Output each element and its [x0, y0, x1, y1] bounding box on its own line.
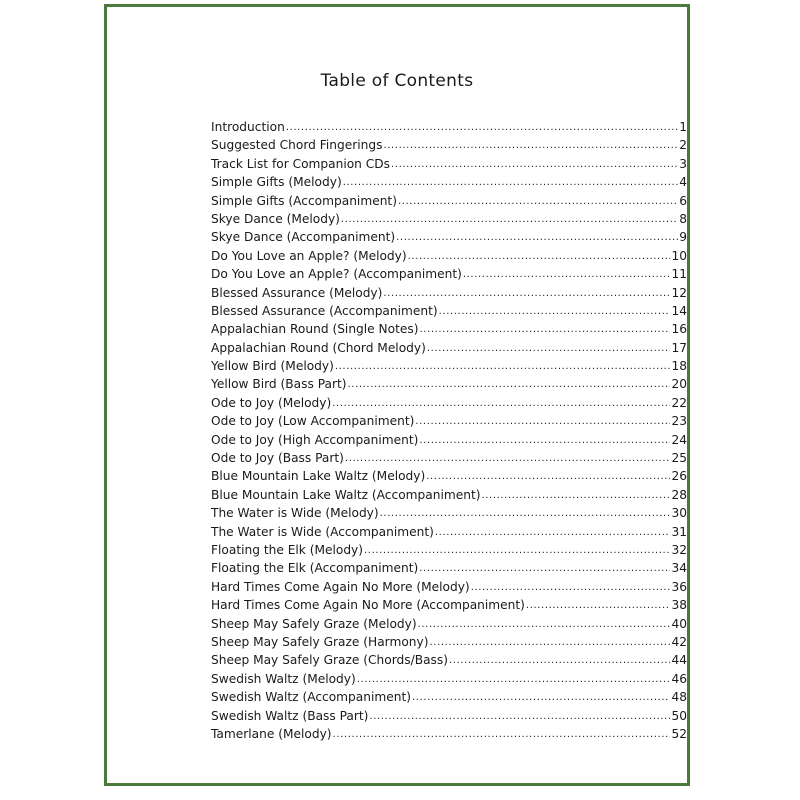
toc-entry-page-number: 44 [671, 653, 687, 668]
toc-entry-label: Simple Gifts (Melody) [211, 175, 342, 190]
toc-entry-label: Blessed Assurance (Accompaniment) [211, 303, 438, 318]
dot-leader [415, 413, 670, 427]
toc-entry [211, 635, 687, 653]
toc-entry-page-number: 52 [671, 726, 687, 741]
toc-entry [211, 341, 687, 359]
dot-leader [341, 211, 678, 225]
dot-leader [333, 726, 671, 740]
toc-entry-label: Ode to Joy (Low Accompaniment) [211, 414, 415, 429]
dot-leader [420, 321, 671, 335]
toc-entry [211, 322, 687, 340]
toc-entry-page-number: 18 [671, 359, 687, 374]
dot-leader [383, 285, 670, 299]
toc-entry [211, 286, 687, 304]
toc-entry-label: Yellow Bird (Bass Part) [211, 377, 347, 392]
toc-entry-label: Tamerlane (Melody) [211, 726, 332, 741]
toc-entry-label: Appalachian Round (Chord Melody) [211, 340, 426, 355]
toc-entry-page-number: 36 [671, 579, 687, 594]
toc-entry-page-number: 17 [671, 340, 687, 355]
toc-entry [211, 543, 687, 561]
toc-entry-label: Sheep May Safely Graze (Harmony) [211, 634, 429, 649]
dot-leader [398, 193, 678, 207]
toc-entry [211, 377, 687, 395]
dot-leader [430, 634, 671, 648]
toc-entry-page-number: 14 [671, 303, 687, 318]
toc-entry-page-number: 4 [679, 175, 687, 190]
dot-leader [408, 248, 671, 262]
toc-entry-page-number: 16 [671, 322, 687, 337]
toc-entry-label: Floating the Elk (Melody) [211, 542, 364, 557]
toc-entry [211, 561, 687, 579]
dot-leader [391, 156, 678, 170]
toc-entry [211, 709, 687, 727]
dot-leader [449, 652, 670, 666]
toc-entry-page-number: 1 [679, 120, 687, 134]
toc-entry [211, 617, 687, 635]
toc-entry [211, 138, 687, 156]
toc-entry [211, 194, 687, 212]
toc-entry-page-number: 10 [671, 248, 687, 263]
toc-entry-label: Ode to Joy (High Accompaniment) [211, 432, 419, 447]
toc-entry-page-number: 50 [671, 708, 687, 723]
toc-entry-label: Simple Gifts (Accompaniment) [211, 193, 397, 208]
toc-entry-page-number: 34 [671, 561, 687, 576]
toc-entry-page-number: 24 [671, 432, 687, 447]
toc-entry-page-number: 28 [671, 487, 687, 502]
toc-entry-page-number: 25 [671, 451, 687, 466]
toc-entry-label: Do You Love an Apple? (Accompaniment) [211, 267, 462, 282]
toc-entry-page-number: 38 [671, 598, 687, 613]
toc-entry-page-number: 6 [679, 193, 687, 208]
toc-entry [211, 488, 687, 506]
toc-entry-label: Swedish Waltz (Accompaniment) [211, 690, 411, 705]
dot-leader [481, 487, 670, 501]
toc-entry-page-number: 12 [671, 285, 687, 300]
toc-entry-label: Skye Dance (Accompaniment) [211, 230, 396, 245]
toc-entry-page-number: 9 [679, 230, 687, 245]
toc-entry [211, 525, 687, 543]
toc-entry [211, 598, 687, 616]
toc-entry-page-number: 20 [671, 377, 687, 392]
toc-entry-label: Yellow Bird (Melody) [211, 359, 334, 374]
toc-entry-page-number: 48 [671, 690, 687, 705]
toc-entry-label: Suggested Chord Fingerings [211, 138, 383, 153]
dot-leader [419, 432, 670, 446]
dot-leader [335, 358, 671, 372]
toc-entry-page-number: 23 [671, 414, 687, 429]
toc-entry [211, 506, 687, 524]
toc-entry-label: The Water is Wide (Accompaniment) [211, 524, 434, 539]
toc-entry-page-number: 42 [671, 634, 687, 649]
dot-leader [418, 616, 671, 630]
toc-entry [211, 267, 687, 285]
dot-leader [435, 524, 671, 538]
toc-entry [211, 175, 687, 193]
toc-entry-label: Swedish Waltz (Melody) [211, 671, 356, 686]
toc-entry [211, 653, 687, 671]
toc-entry [211, 469, 687, 487]
toc-entry-label: Track List for Companion CDs [211, 156, 391, 171]
toc-entry [211, 157, 687, 175]
toc-entry [211, 433, 687, 451]
toc-entry [211, 230, 687, 248]
toc-entry-page-number: 46 [671, 671, 687, 686]
toc-entry-label: Blue Mountain Lake Waltz (Melody) [211, 469, 426, 484]
dot-leader [463, 266, 671, 280]
dot-leader [343, 174, 679, 188]
toc-entry-label: Do You Love an Apple? (Melody) [211, 248, 407, 263]
toc-entry-page-number: 40 [671, 616, 687, 631]
toc-entry-page-number: 32 [671, 542, 687, 557]
dot-leader [427, 340, 671, 354]
toc-entry [211, 304, 687, 322]
document-page [104, 4, 690, 786]
toc-entry-label: Sheep May Safely Graze (Melody) [211, 616, 417, 631]
toc-entry-label: Hard Times Come Again No More (Accompaniment) [211, 598, 525, 613]
toc-entry-label: Appalachian Round (Single Notes) [211, 322, 419, 337]
dot-leader [348, 376, 671, 390]
toc-entry-label: Sheep May Safely Graze (Chords/Bass) [211, 653, 449, 668]
toc-entry-label: Hard Times Come Again No More (Melody) [211, 579, 470, 594]
dot-leader [286, 119, 678, 133]
dot-leader [364, 542, 670, 556]
toc-entry [211, 359, 687, 377]
dot-leader [419, 560, 670, 574]
toc-entry [211, 727, 687, 745]
toc-entry-page-number: 31 [671, 524, 687, 539]
toc-entry [211, 672, 687, 690]
dot-leader [471, 579, 671, 593]
toc-entry-page-number: 2 [679, 138, 687, 153]
toc-entry [211, 451, 687, 469]
toc-entry [211, 690, 687, 708]
dot-leader [380, 505, 671, 519]
dot-leader [526, 597, 671, 611]
toc-entry [211, 120, 687, 138]
toc-entry-label: Skye Dance (Melody) [211, 211, 340, 226]
toc-entry-page-number: 30 [671, 506, 687, 521]
dot-leader [357, 671, 671, 685]
toc-entry [211, 396, 687, 414]
dot-leader [439, 303, 671, 317]
toc-entry-label: Swedish Waltz (Bass Part) [211, 708, 369, 723]
toc-entry-page-number: 3 [679, 156, 687, 171]
toc-entry-label: Floating the Elk (Accompaniment) [211, 561, 419, 576]
toc-entry-page-number: 8 [679, 211, 687, 226]
toc-entry-page-number: 22 [671, 395, 687, 410]
toc-list [211, 120, 687, 745]
dot-leader [396, 229, 678, 243]
toc-title: Table of Contents [320, 71, 474, 91]
dot-leader [412, 689, 670, 703]
dot-leader [345, 450, 671, 464]
toc-entry-label: Ode to Joy (Melody) [211, 395, 332, 410]
toc-entry-label: Ode to Joy (Bass Part) [211, 451, 344, 466]
dot-leader [426, 468, 670, 482]
toc-entry [211, 249, 687, 267]
toc-entry [211, 414, 687, 432]
toc-entry-label: Blessed Assurance (Melody) [211, 285, 383, 300]
dot-leader [383, 137, 678, 151]
toc-entry-label: Introduction [211, 120, 285, 134]
dot-leader [332, 395, 670, 409]
toc-entry [211, 212, 687, 230]
toc-entry-page-number: 26 [671, 469, 687, 484]
dot-leader [369, 708, 670, 722]
toc-entry-page-number: 11 [671, 267, 687, 282]
toc-entry [211, 580, 687, 598]
toc-entry-label: Blue Mountain Lake Waltz (Accompaniment) [211, 487, 481, 502]
toc-entry-label: The Water is Wide (Melody) [211, 506, 379, 521]
